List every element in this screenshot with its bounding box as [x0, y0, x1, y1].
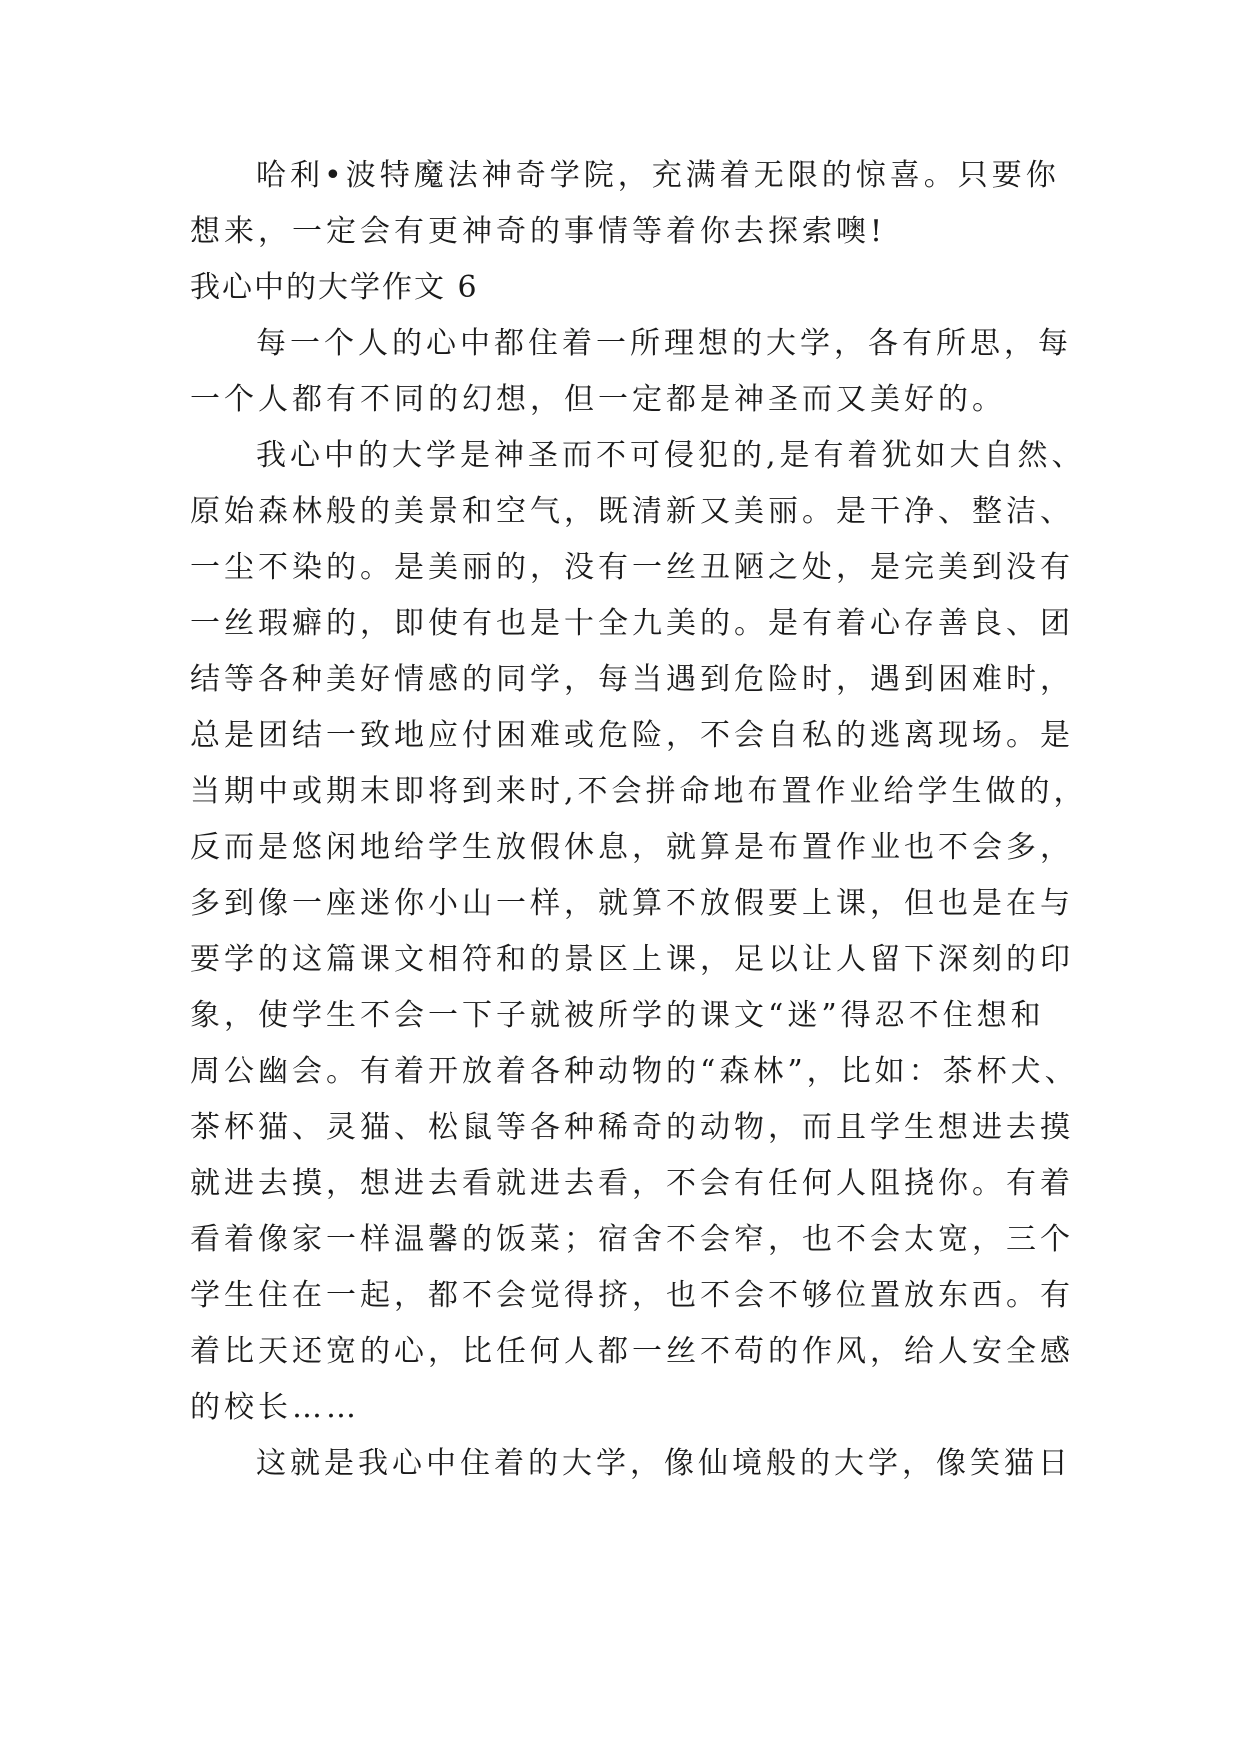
- paragraph-line: 结等各种美好情感的同学，每当遇到危险时，遇到困难时，: [190, 662, 1074, 697]
- paragraph-line: 多到像一座迷你小山一样，就算不放假要上课，但也是在与: [190, 886, 1074, 921]
- paragraph-line: 想来，一定会有更神奇的事情等着你去探索噢!: [190, 214, 887, 249]
- paragraph-line: 茶杯猫、灵猫、松鼠等各种稀奇的动物，而且学生想进去摸: [190, 1110, 1074, 1145]
- paragraph-line: 周公幽会。有着开放着各种动物的“森林”，比如：茶杯犬、: [190, 1054, 1079, 1089]
- paragraph-line: 象，使学生不会一下子就被所学的课文“迷”得忍不住想和: [190, 998, 1045, 1033]
- paragraph-line: 总是团结一致地应付困难或危险，不会自私的逃离现场。是: [190, 718, 1074, 753]
- paragraph-line: 一尘不染的。是美丽的，没有一丝丑陋之处，是完美到没有: [190, 550, 1074, 585]
- paragraph-line: 要学的这篇课文相符和的景区上课，足以让人留下深刻的印: [190, 942, 1074, 977]
- paragraph-line: 这就是我心中住着的大学，像仙境般的大学，像笑猫日: [256, 1446, 1072, 1481]
- paragraph-line: 就进去摸，想进去看就进去看，不会有任何人阻挠你。有着: [190, 1166, 1074, 1201]
- paragraph-line: 一丝瑕癖的，即使有也是十全九美的。是有着心存善良、团: [190, 606, 1074, 641]
- paragraph-line: 哈利•波特魔法神奇学院，充满着无限的惊喜。只要你: [256, 158, 1060, 193]
- paragraph-line: 的校长……: [190, 1390, 360, 1425]
- paragraph-line: 原始森林般的美景和空气，既清新又美丽。是干净、整洁、: [190, 494, 1074, 529]
- paragraph-line: 我心中的大学是神圣而不可侵犯的,是有着犹如大自然、: [256, 438, 1086, 473]
- paragraph-line: 反而是悠闲地给学生放假休息，就算是布置作业也不会多，: [190, 830, 1074, 865]
- paragraph-line: 每一个人的心中都住着一所理想的大学，各有所思，每: [256, 326, 1072, 361]
- paragraph-line: 看着像家一样温馨的饭菜；宿舍不会窄，也不会太宽，三个: [190, 1222, 1074, 1257]
- paragraph-line: 学生住在一起，都不会觉得挤，也不会不够位置放东西。有: [190, 1278, 1074, 1313]
- section-heading: 我心中的大学作文 6: [190, 270, 479, 305]
- paragraph-line: 着比天还宽的心，比任何人都一丝不苟的作风，给人安全感: [190, 1334, 1074, 1369]
- paragraph-line: 当期中或期末即将到来时,不会拼命地布置作业给学生做的，: [190, 774, 1088, 809]
- paragraph-line: 一个人都有不同的幻想，但一定都是神圣而又美好的。: [190, 382, 1006, 417]
